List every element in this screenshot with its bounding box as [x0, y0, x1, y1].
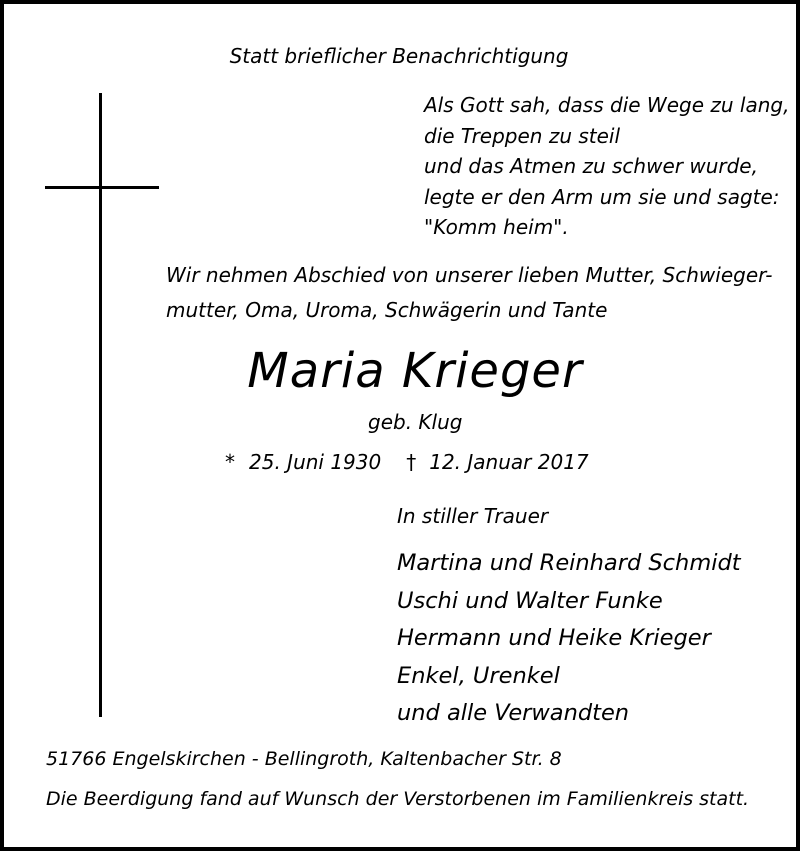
mourner-line: Enkel, Urenkel — [397, 662, 560, 689]
poem-line: Als Gott sah, dass die Wege zu lang, — [424, 93, 790, 117]
intro-line: Wir nehmen Abschied von unserer lieben Mutter, Schwieger- — [166, 263, 773, 287]
poem — [424, 90, 789, 243]
deceased-name: Maria Krieger — [247, 343, 583, 399]
farewell-intro — [166, 258, 772, 328]
address: 51766 Engelskirchen - Bellingroth, Kaltenbacher Str. 8 — [46, 748, 562, 770]
death-date: 12. Januar 2017 — [429, 450, 589, 474]
birth-star-icon: * — [225, 450, 235, 474]
funeral-note: Die Beerdigung fand auf Wunsch der Verstorbenen im Familienkreis statt. — [46, 788, 750, 810]
maiden-name: geb. Klug — [368, 410, 463, 434]
mourners-list — [397, 545, 741, 733]
latin-cross-icon-crossbar — [45, 186, 159, 189]
life-dates — [225, 452, 589, 472]
poem-line: legte er den Arm um sie und sagte: — [424, 184, 780, 209]
intro-line: mutter, Oma, Uroma, Schwägerin und Tante — [166, 298, 608, 322]
mourner-line: Hermann und Heike Krieger — [397, 625, 711, 651]
mourner-line: und alle Verwandten — [397, 700, 630, 726]
poem-line: und das Atmen zu schwer wurde, — [424, 154, 758, 178]
mourner-line: Uschi und Walter Funke — [397, 587, 663, 614]
birth-date: 25. Juni 1930 — [249, 450, 382, 474]
poem-line: "Komm heim". — [424, 215, 569, 239]
notice-header: Statt brieflicher Benachrichtigung — [229, 44, 569, 68]
mourning-label: In stiller Trauer — [397, 504, 549, 528]
poem-line: die Treppen zu steil — [424, 123, 621, 148]
mourner-line: Martina und Reinhard Schmidt — [397, 550, 741, 576]
death-cross-icon: † — [406, 450, 417, 474]
